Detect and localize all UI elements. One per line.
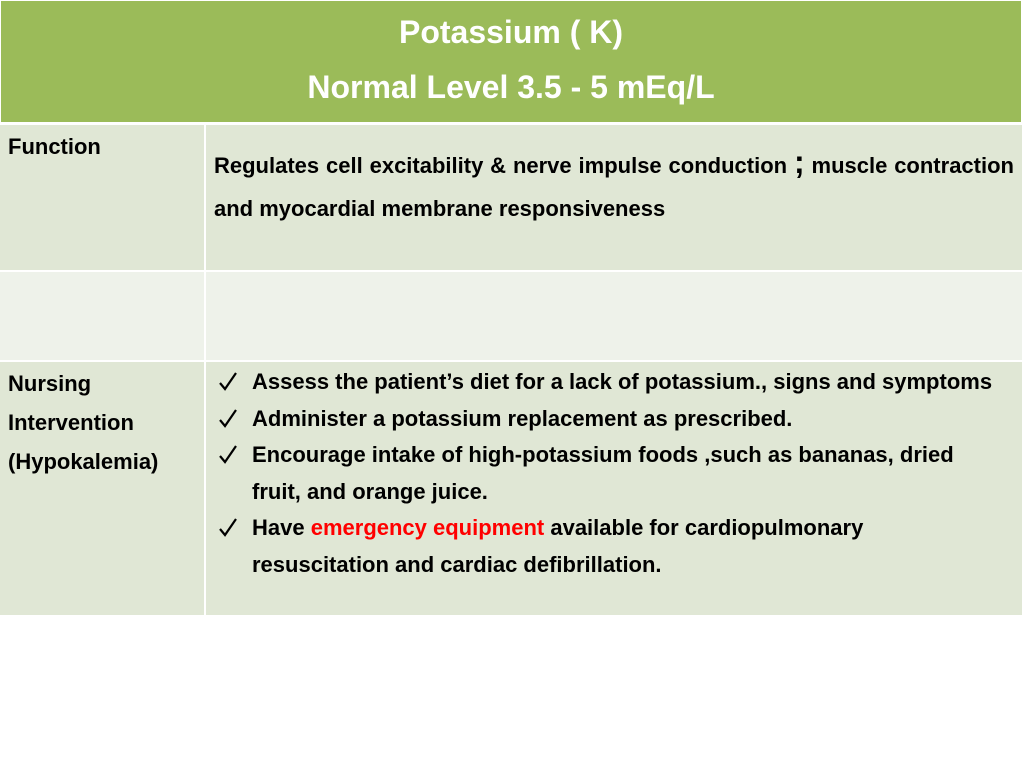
header-banner bbox=[0, 0, 1022, 123]
bullet-text: available for cardiopulmonary resuscitation and cardiac defibrillation. bbox=[252, 515, 864, 577]
nursing-label bbox=[0, 362, 204, 481]
bullet-text: Assess the patient’s diet for a lack of potassium., signs and symptoms bbox=[252, 369, 993, 394]
page-subtitle: Normal Level 3.5 - 5 mEq/L bbox=[307, 69, 715, 105]
function-label-cell bbox=[0, 125, 204, 270]
page-title: Potassium ( K) bbox=[398, 14, 624, 50]
nursing-label-line: Nursing bbox=[8, 371, 92, 396]
bullet-text: Encourage intake of high-potassium foods ,such as bananas, dried fruit, and orange juice. bbox=[252, 442, 954, 504]
function-label: Function bbox=[8, 134, 101, 159]
nursing-label-cell bbox=[0, 362, 204, 615]
function-text bbox=[214, 141, 1014, 230]
nursing-label-line: Intervention bbox=[8, 410, 134, 435]
function-text-cell bbox=[206, 125, 1022, 270]
empty-label-cell bbox=[0, 272, 204, 360]
bullet-text: Have bbox=[252, 515, 311, 540]
function-text-part2: muscle contraction and myocardial membrane responsiveness bbox=[214, 153, 1014, 221]
nursing-text-cell bbox=[206, 362, 1022, 615]
emergency-equipment-highlight: emergency equipment bbox=[310, 515, 545, 540]
checkmark-icon bbox=[216, 364, 240, 400]
function-semicolon: ; bbox=[793, 144, 805, 180]
list-item bbox=[216, 401, 1002, 438]
list-item bbox=[216, 510, 1002, 583]
list-item bbox=[216, 364, 1002, 401]
empty-text-cell bbox=[206, 272, 1022, 360]
nursing-label-line: (Hypokalemia) bbox=[8, 449, 159, 474]
checkmark-icon bbox=[216, 510, 240, 546]
list-item bbox=[216, 437, 1002, 510]
checkmark-icon bbox=[216, 437, 240, 473]
checkmark-icon bbox=[216, 401, 240, 437]
function-text-part1: Regulates cell excitability & nerve impulse conduction bbox=[214, 153, 794, 178]
nursing-bullet-list bbox=[216, 364, 1002, 583]
bullet-text: Administer a potassium replacement as prescribed. bbox=[252, 405, 793, 431]
